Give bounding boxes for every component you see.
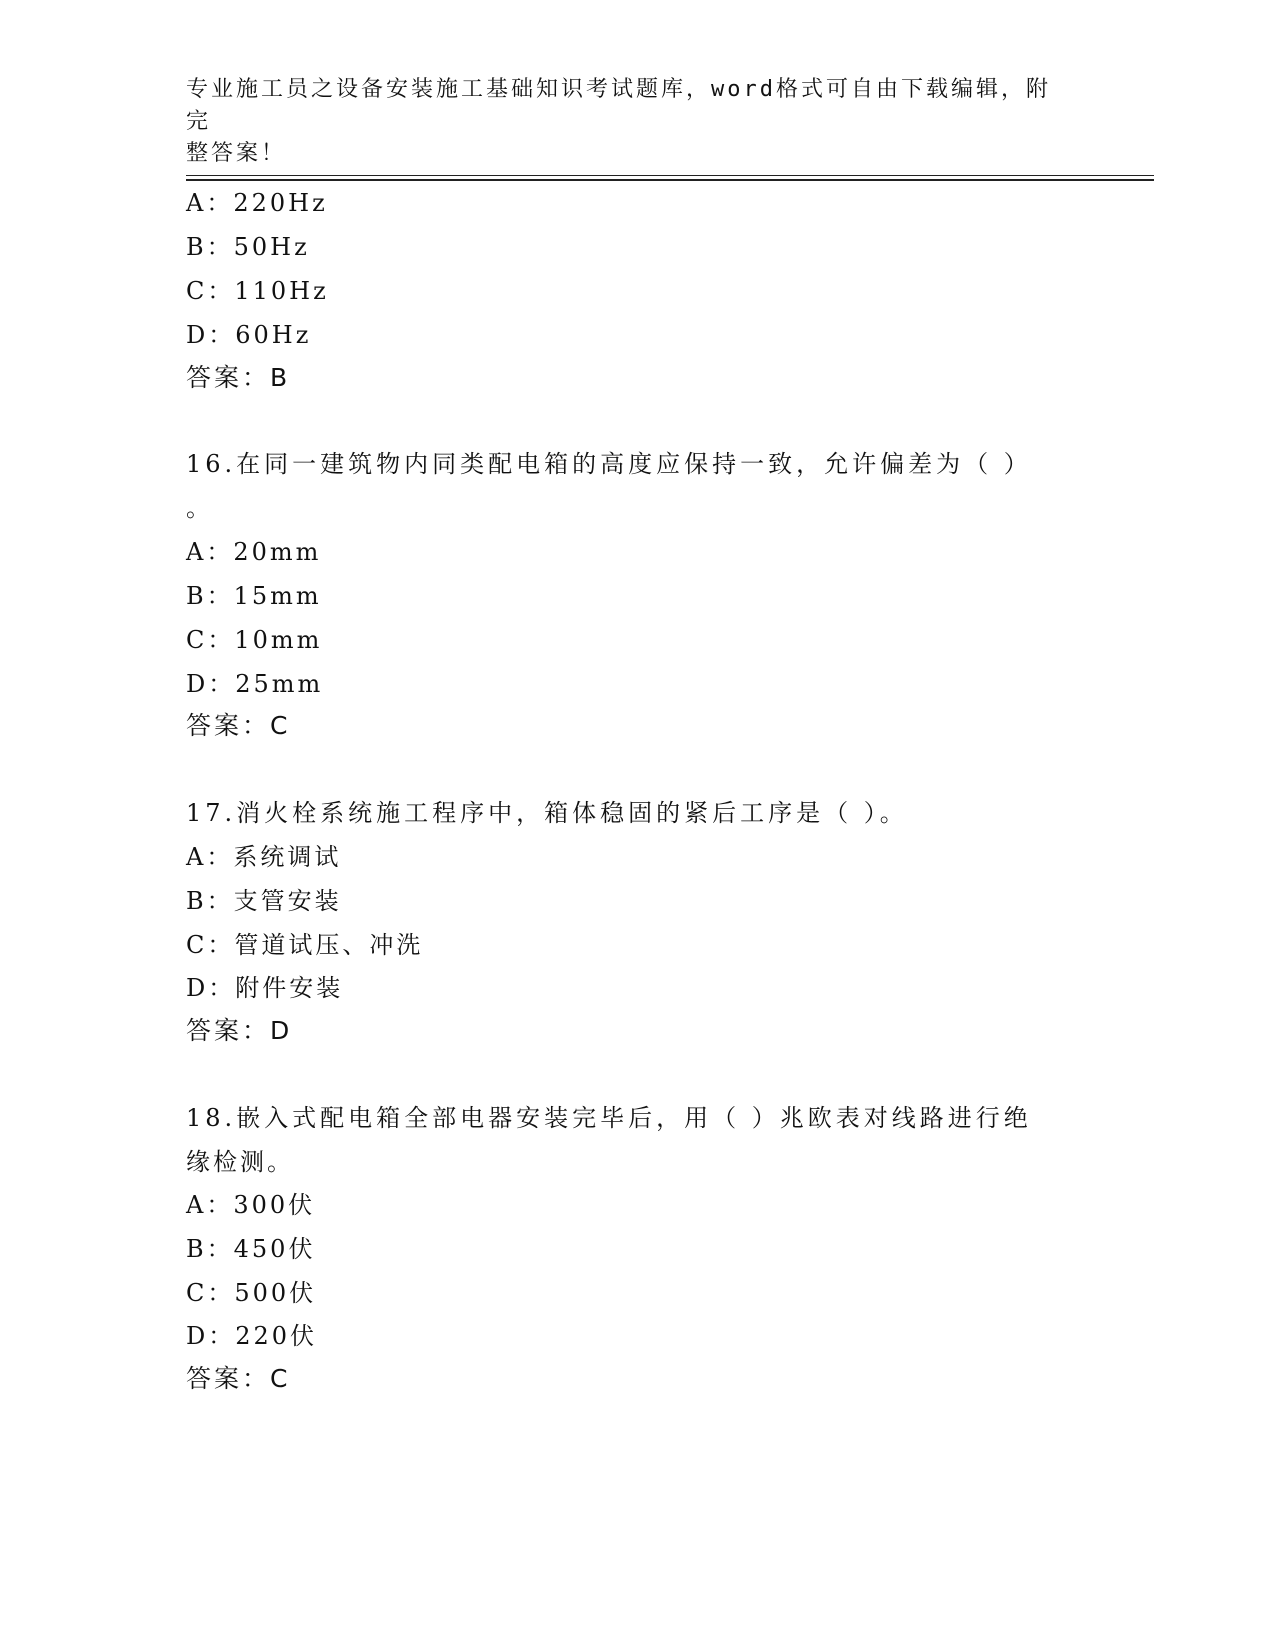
header-divider-thick	[186, 179, 1154, 181]
prev-option-c: C：110Hz	[186, 277, 329, 305]
q18-option-b: B：450伏	[186, 1235, 316, 1263]
q16-option-a: A：20mm	[186, 538, 322, 566]
prev-option-b: B：50Hz	[186, 233, 310, 261]
q16-option-d: D：25mm	[186, 670, 324, 698]
header-line-1: 专业施工员之设备安装施工基础知识考试题库，word格式可自由下载编辑，附完	[186, 77, 1051, 134]
header-line-2: 整答案！	[186, 141, 287, 166]
header-divider-thin	[186, 175, 1154, 176]
q18-option-c: C：500伏	[186, 1279, 317, 1307]
q18-answer: 答案：C	[186, 1364, 291, 1393]
q18-option-d: D：220伏	[186, 1322, 318, 1350]
q17-option-b: B：支管安装	[186, 887, 342, 915]
q16-option-b: B：15mm	[186, 582, 322, 610]
q17-option-a: A：系统调试	[186, 843, 342, 871]
document-header	[186, 74, 1066, 170]
prev-answer: 答案：B	[186, 363, 291, 392]
q17-option-d: D：附件安装	[186, 974, 344, 1002]
q17-answer: 答案：D	[186, 1016, 293, 1045]
q16-text-line-1: 16.在同一建筑物内同类配电箱的高度应保持一致，允许偏差为（ ）	[186, 450, 1032, 478]
q17-option-c: C：管道试压、冲洗	[186, 931, 424, 959]
q16-option-c: C：10mm	[186, 626, 323, 654]
q18-text-line-1: 18.嵌入式配电箱全部电器安装完毕后，用（ ）兆欧表对线路进行绝	[186, 1104, 1032, 1132]
prev-option-a: A：220Hz	[186, 189, 328, 217]
q18-option-a: A：300伏	[186, 1191, 316, 1219]
q16-text-line-2: 。	[186, 494, 213, 522]
q17-text-line-1: 17.消火栓系统施工程序中，箱体稳固的紧后工序是（ ）。	[186, 799, 908, 827]
q16-answer: 答案：C	[186, 711, 291, 740]
prev-option-d: D：60Hz	[186, 321, 312, 349]
q18-text-line-2: 缘检测。	[186, 1148, 294, 1176]
